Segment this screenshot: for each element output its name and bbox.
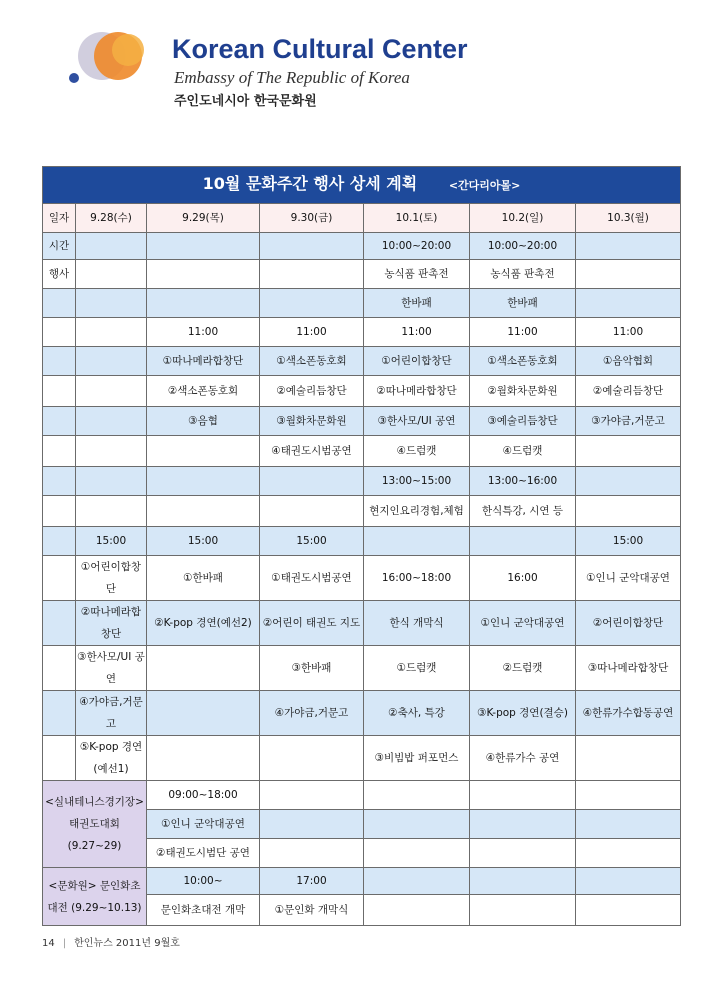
table-cell: 11:00	[147, 318, 260, 347]
row-label	[43, 496, 76, 527]
table-cell	[576, 810, 681, 839]
table-cell: 농식품 판촉전	[470, 260, 576, 289]
table-row	[43, 407, 681, 436]
table-cell: 16:00	[470, 556, 576, 601]
table-cell: 한식 개막식	[364, 601, 470, 646]
column-header: 10.3(월)	[576, 204, 681, 233]
table-cell	[147, 736, 260, 781]
table-cell: ⑤K-pop 경연(예선1)	[76, 736, 147, 781]
table-cell	[260, 289, 364, 318]
row-label	[43, 527, 76, 556]
table-cell	[364, 839, 470, 868]
column-header: 9.30(금)	[260, 204, 364, 233]
row-label	[43, 736, 76, 781]
table-cell	[147, 233, 260, 260]
table-cell: ②축사, 특강	[364, 691, 470, 736]
kcc-logo-mark-icon	[62, 26, 172, 106]
table-cell: ①드럼캣	[364, 646, 470, 691]
table-cell	[576, 233, 681, 260]
table-cell: 한바패	[470, 289, 576, 318]
column-header: 10.1(토)	[364, 204, 470, 233]
table-cell: ③음협	[147, 407, 260, 436]
table-cell	[260, 810, 364, 839]
schedule-title: 10월 문화주간 행사 상세 계획	[202, 174, 418, 193]
table-cell	[147, 436, 260, 467]
org-name: Korean Cultural Center	[172, 34, 468, 64]
schedule-title-row	[43, 167, 681, 204]
table-cell	[260, 736, 364, 781]
table-cell	[576, 736, 681, 781]
row-label	[43, 318, 76, 347]
org-korean-name: 주인도네시아 한국문화원	[174, 94, 317, 109]
table-cell	[76, 467, 147, 496]
table-cell	[147, 496, 260, 527]
table-cell: ③예술리듬창단	[470, 407, 576, 436]
kcc-logo	[62, 26, 482, 116]
table-cell: ②따나메라합창단	[76, 601, 147, 646]
table-cell: ③가야금,거문고	[576, 407, 681, 436]
table-cell: ④가야금,거문고	[260, 691, 364, 736]
table-cell	[76, 318, 147, 347]
table-cell	[76, 289, 147, 318]
table-cell	[470, 895, 576, 926]
table-cell: 11:00	[576, 318, 681, 347]
column-header: 9.28(수)	[76, 204, 147, 233]
table-row	[43, 318, 681, 347]
table-row	[43, 868, 681, 895]
table-cell: ②어린이 태권도 지도	[260, 601, 364, 646]
table-cell: 13:00~15:00	[364, 467, 470, 496]
table-cell	[147, 691, 260, 736]
table-cell: ④태권도시범공연	[260, 436, 364, 467]
row-label	[43, 646, 76, 691]
column-header: 일자	[43, 204, 76, 233]
table-cell	[76, 376, 147, 407]
table-cell	[364, 868, 470, 895]
table-row	[43, 781, 681, 810]
table-cell: ④드럼캣	[470, 436, 576, 467]
table-cell	[364, 895, 470, 926]
table-cell: 11:00	[470, 318, 576, 347]
table-cell	[576, 289, 681, 318]
schedule-venue: <간다리아몰>	[448, 179, 521, 192]
table-cell	[576, 436, 681, 467]
table-cell	[576, 467, 681, 496]
row-label: 행사	[43, 260, 76, 289]
table-row	[43, 260, 681, 289]
table-cell	[260, 467, 364, 496]
table-cell	[470, 810, 576, 839]
row-label	[43, 601, 76, 646]
table-cell	[76, 436, 147, 467]
table-cell: 현지인요리경험,체험	[364, 496, 470, 527]
page-footer: 14 | 한인뉴스 2011년 9월호	[42, 938, 180, 949]
table-cell: ③비빔밥 퍼포먼스	[364, 736, 470, 781]
table-cell: 09:00~18:00	[147, 781, 260, 810]
table-row	[43, 556, 681, 601]
table-cell: ①색소폰동호회	[470, 347, 576, 376]
table-cell: 10:00~20:00	[364, 233, 470, 260]
row-label	[43, 347, 76, 376]
table-cell: ①태권도시범공연	[260, 556, 364, 601]
table-cell: ③따나메라합창단	[576, 646, 681, 691]
table-cell: ③한바패	[260, 646, 364, 691]
table-cell: ①인니 군악대공연	[470, 601, 576, 646]
table-cell: ①문인화 개막식	[260, 895, 364, 926]
table-cell: ③한사모/UI 공연	[76, 646, 147, 691]
table-cell	[76, 407, 147, 436]
table-cell: ②태권도시범단 공연	[147, 839, 260, 868]
table-cell: 15:00	[576, 527, 681, 556]
page-number: 14	[42, 938, 55, 949]
org-subtitle: Embassy of The Republic of Korea	[174, 68, 410, 87]
table-cell	[76, 347, 147, 376]
table-cell: 10:00~	[147, 868, 260, 895]
table-cell: 한바패	[364, 289, 470, 318]
table-cell	[260, 233, 364, 260]
table-cell: ①어린이합창단	[364, 347, 470, 376]
table-cell: ①음악협회	[576, 347, 681, 376]
table-cell	[260, 260, 364, 289]
table-cell: ③한사모/UI 공연	[364, 407, 470, 436]
schedule-body	[43, 233, 681, 926]
table-cell: 13:00~16:00	[470, 467, 576, 496]
table-cell	[576, 260, 681, 289]
table-cell: ①한바패	[147, 556, 260, 601]
table-cell: ④한류가수합동공연	[576, 691, 681, 736]
table-cell: 11:00	[260, 318, 364, 347]
table-cell: ②드럼캣	[470, 646, 576, 691]
table-row	[43, 691, 681, 736]
table-cell	[260, 781, 364, 810]
table-cell: ④가야금,거문고	[76, 691, 147, 736]
row-label	[43, 556, 76, 601]
table-cell: 10:00~20:00	[470, 233, 576, 260]
row-label	[43, 376, 76, 407]
table-row	[43, 347, 681, 376]
table-cell	[76, 233, 147, 260]
table-cell	[470, 781, 576, 810]
table-cell: 15:00	[147, 527, 260, 556]
table-row	[43, 467, 681, 496]
row-label	[43, 691, 76, 736]
table-row	[43, 601, 681, 646]
tennis-venue-label: <실내테니스경기장> 태권도대회(9.27~29)	[43, 781, 147, 868]
table-cell: 15:00	[76, 527, 147, 556]
row-label: 시간	[43, 233, 76, 260]
table-cell: ②월화차문화원	[470, 376, 576, 407]
table-cell	[576, 781, 681, 810]
table-cell	[76, 260, 147, 289]
table-cell	[147, 467, 260, 496]
table-cell	[364, 810, 470, 839]
table-row	[43, 233, 681, 260]
table-cell: ④드럼캣	[364, 436, 470, 467]
table-cell	[147, 260, 260, 289]
table-row	[43, 646, 681, 691]
row-label	[43, 436, 76, 467]
table-cell: 17:00	[260, 868, 364, 895]
table-cell	[364, 781, 470, 810]
table-row	[43, 736, 681, 781]
table-cell	[147, 646, 260, 691]
table-row	[43, 289, 681, 318]
table-cell: ①인니 군악대공연	[576, 556, 681, 601]
table-cell: ②어린이합창단	[576, 601, 681, 646]
column-header: 10.2(일)	[470, 204, 576, 233]
table-cell: ③월화차문화원	[260, 407, 364, 436]
table-cell	[76, 496, 147, 527]
table-cell: ①따나메라합창단	[147, 347, 260, 376]
column-header: 9.29(목)	[147, 204, 260, 233]
table-cell: ②색소폰동호회	[147, 376, 260, 407]
table-cell: 문인화초대전 개막	[147, 895, 260, 926]
table-cell: ②예술리듬창단	[576, 376, 681, 407]
table-cell: ①인니 군악대공연	[147, 810, 260, 839]
table-cell: 농식품 판촉전	[364, 260, 470, 289]
table-cell	[364, 527, 470, 556]
table-row	[43, 496, 681, 527]
table-cell: 16:00~18:00	[364, 556, 470, 601]
table-cell: ①어린이합창단	[76, 556, 147, 601]
table-row	[43, 527, 681, 556]
table-row	[43, 376, 681, 407]
schedule-table	[42, 166, 681, 926]
table-cell: ②예술리듬창단	[260, 376, 364, 407]
publication-name: 한인뉴스 2011년 9월호	[74, 938, 180, 949]
table-cell: ②따나메라합창단	[364, 376, 470, 407]
table-cell	[576, 895, 681, 926]
row-label	[43, 467, 76, 496]
table-cell	[576, 496, 681, 527]
header-row	[43, 204, 681, 233]
table-cell: ②K-pop 경연(예선2)	[147, 601, 260, 646]
table-cell	[576, 839, 681, 868]
row-label	[43, 407, 76, 436]
table-cell: 한식특강, 시연 등	[470, 496, 576, 527]
table-cell: 15:00	[260, 527, 364, 556]
table-cell: ④한류가수 공연	[470, 736, 576, 781]
table-cell	[260, 839, 364, 868]
table-cell	[470, 868, 576, 895]
table-cell	[147, 289, 260, 318]
table-cell	[470, 839, 576, 868]
center-venue-label: <문화원> 문인화초대전 (9.29~10.13)	[43, 868, 147, 926]
table-cell: ①색소폰동호회	[260, 347, 364, 376]
table-cell: 11:00	[364, 318, 470, 347]
row-label	[43, 289, 76, 318]
table-row	[43, 436, 681, 467]
table-cell	[260, 496, 364, 527]
table-cell	[470, 527, 576, 556]
table-cell: ③K-pop 경연(결승)	[470, 691, 576, 736]
table-cell	[576, 868, 681, 895]
